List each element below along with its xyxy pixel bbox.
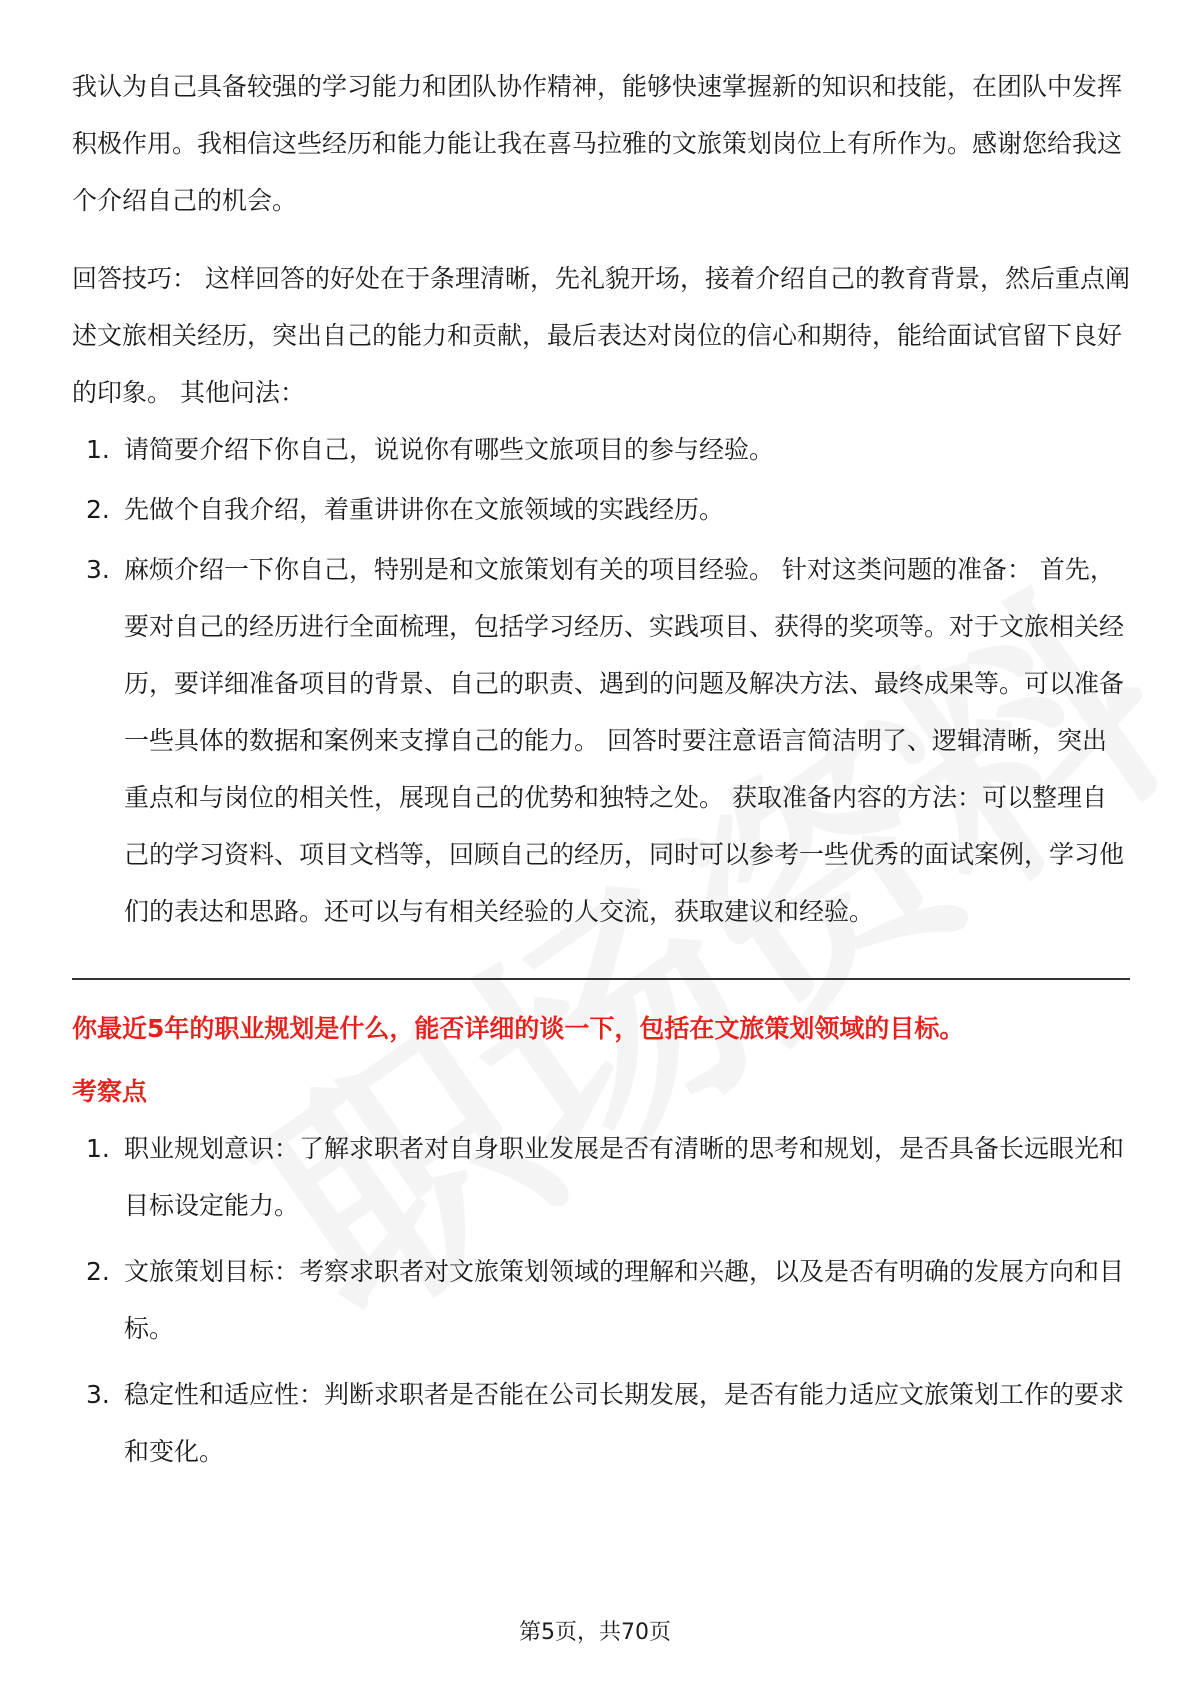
list-item <box>72 541 1130 940</box>
list-item <box>72 1243 1130 1357</box>
list-item <box>72 1120 1130 1234</box>
list-item-text: 麻烦介绍一下你自己，特别是和文旅策划有关的项目经验。 针对这类问题的准备： 首先，要对自己的经历进行全面梳理，包括学习经历、实践项目、获得的奖项等。对于文旅相关经历，要详细准备项目的背景、自己的职责、遇到的问题及解决方法、最终成果等。可以准备一些具体的数据和案例来支撑自己的能力。 回答时要注意语言简洁明了、逻辑清晰，突出重点和与岗位的相关性，展现自己的优势和独特之处。 获取准备内容的方法：可以整理自己的学习资料、项目文档等，回顾自己的经历，同时可以参考一些优秀的面试案例，学习他们的表达和思路。还可以与有相关经验的人交流，获取建议和经验。 <box>124 555 1125 926</box>
list-number: 1. <box>86 1134 110 1163</box>
list-item <box>72 421 1130 478</box>
section-divider <box>72 978 1130 980</box>
other-questions-list <box>72 421 1130 940</box>
page-content <box>72 58 1130 1480</box>
list-item <box>72 481 1130 538</box>
list-item-text: 职业规划意识：了解求职者对自身职业发展是否有清晰的思考和规划，是否具备长远眼光和目标设定能力。 <box>124 1134 1125 1220</box>
list-item-text: 稳定性和适应性：判断求职者是否能在公司长期发展，是否有能力适应文旅策划工作的要求和变化。 <box>124 1380 1125 1466</box>
list-number: 1. <box>86 435 110 464</box>
focus-points-list <box>72 1120 1130 1480</box>
list-item <box>72 1366 1130 1480</box>
list-item-text: 请简要介绍下你自己，说说你有哪些文旅项目的参与经验。 <box>124 435 775 464</box>
focus-heading: 考察点 <box>72 1077 148 1106</box>
list-number: 3. <box>86 1380 110 1409</box>
question-title: 你最近5年的职业规划是什么，能否详细的谈一下，包括在文旅策划领域的目标。 <box>72 1014 965 1043</box>
intro-paragraph: 我认为自己具备较强的学习能力和团队协作精神，能够快速掌握新的知识和技能，在团队中发挥积极作用。我相信这些经历和能力能让我在喜马拉雅的文旅策划岗位上有所作为。感谢您给我这个介绍自己的机会。 <box>72 72 1123 215</box>
list-number: 2. <box>86 1257 110 1286</box>
list-number: 2. <box>86 495 110 524</box>
list-item-text: 文旅策划目标：考察求职者对文旅策划领域的理解和兴趣，以及是否有明确的发展方向和目标。 <box>124 1257 1125 1343</box>
tips-paragraph: 回答技巧： 这样回答的好处在于条理清晰，先礼貌开场，接着介绍自己的教育背景，然后重点阐述文旅相关经历，突出自己的能力和贡献，最后表达对岗位的信心和期待，能给面试官留下良好的印象。 其他问法： <box>72 264 1130 407</box>
list-item-text: 先做个自我介绍，着重讲讲你在文旅领域的实践经历。 <box>124 495 725 524</box>
page-footer: 第5页，共70页 <box>519 1620 671 1645</box>
list-number: 3. <box>86 555 110 584</box>
